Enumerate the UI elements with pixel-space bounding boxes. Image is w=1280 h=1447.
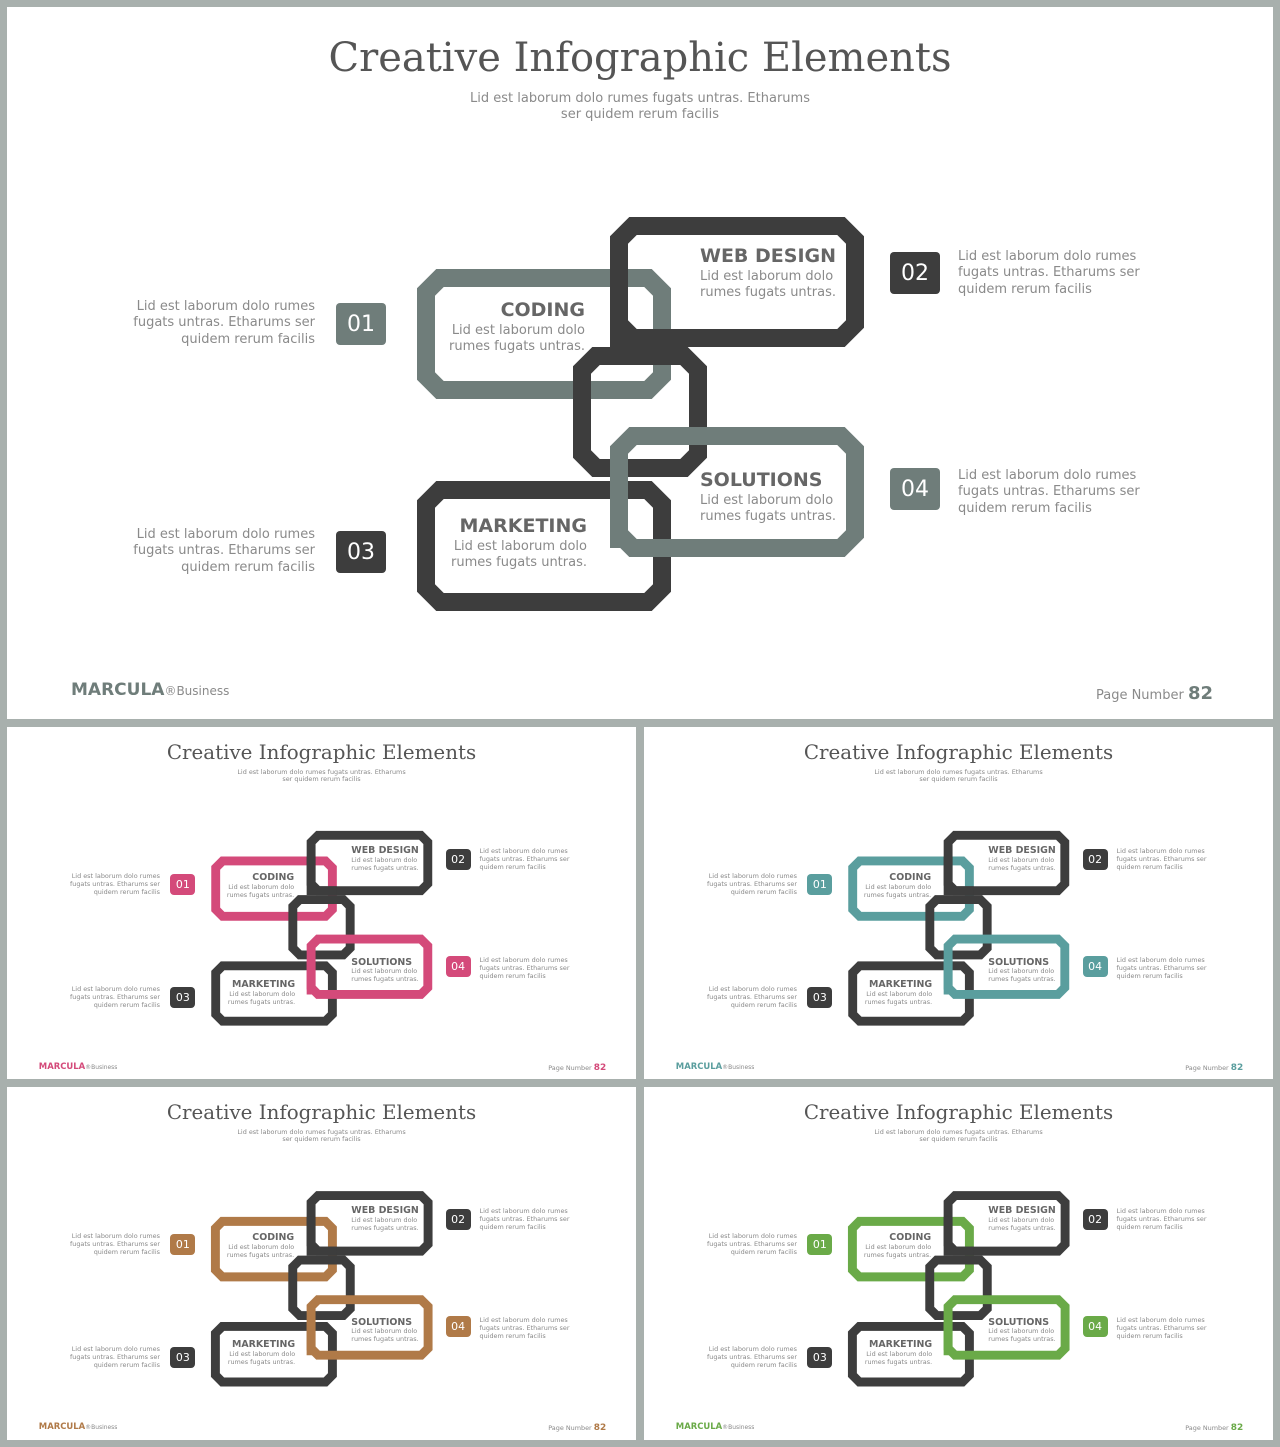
side-description-03: Lid est laborum dolo rumes fugats untras. Etharums ser quidem rerum facilis xyxy=(70,985,160,1010)
side-description-04: Lid est laborum dolo rumes fugats untras. Etharums ser quidem rerum facilis xyxy=(479,956,570,981)
slide-green[interactable] xyxy=(644,1087,1273,1440)
number-badge-02: 02 xyxy=(890,252,940,294)
brand-logo: MARCULA®Business xyxy=(38,1421,118,1432)
subtitle-line: ser quidem rerum facilis xyxy=(282,775,361,784)
slide-title: Creative Infographic Elements xyxy=(166,740,477,764)
page-number: Page Number 82 xyxy=(548,1062,607,1073)
side-description-03: Lid est laborum dolo rumes fugats untras. Etharums ser quidem rerum facilis xyxy=(133,527,315,575)
link-description: Lid est laborum dolo rumes fugats untras. xyxy=(351,967,419,984)
number-badge-02: 02 xyxy=(1083,849,1108,870)
link-description: Lid est laborum dolo rumes fugats untras. xyxy=(226,1243,295,1259)
brand-logo: MARCULA®Business xyxy=(71,680,230,700)
link-description: Lid est laborum dolo rumes fugats untras. xyxy=(863,1243,932,1259)
side-description-03: Lid est laborum dolo rumes fugats untras. Etharums ser quidem rerum facilis xyxy=(707,1345,797,1370)
chain-diagram xyxy=(7,727,636,1079)
link-title-coding: CODING xyxy=(252,872,295,884)
number-badge-03: 03 xyxy=(336,531,386,573)
number-badge-01: 01 xyxy=(336,303,386,345)
slide-title: Creative Infographic Elements xyxy=(803,740,1114,764)
link-title-marketing: MARKETING xyxy=(868,979,933,991)
chain-link-middle xyxy=(582,356,698,468)
brand-logo: MARCULA®Business xyxy=(675,1061,755,1072)
link-description: Lid est laborum dolo rumes fugats untras. xyxy=(988,1216,1056,1232)
subtitle-line: Lid est laborum dolo rumes fugats untras. Etharums xyxy=(874,767,1043,776)
number-badge-02: 02 xyxy=(1083,1209,1108,1230)
link-description: Lid est laborum dolo rumes fugats untras. xyxy=(700,269,836,300)
side-description-04: Lid est laborum dolo rumes fugats untras. Etharums ser quidem rerum facilis xyxy=(958,468,1140,516)
chain-diagram xyxy=(644,1087,1273,1440)
link-description: Lid est laborum dolo rumes fugats untras. xyxy=(351,1327,419,1344)
link-title-coding: CODING xyxy=(500,299,585,321)
chain-diagram xyxy=(7,1087,636,1440)
link-title-solutions: SOLUTIONS xyxy=(988,1316,1050,1328)
subtitle-line: Lid est laborum dolo rumes fugats untras. Etharums xyxy=(874,1127,1043,1136)
side-description-01: Lid est laborum dolo rumes fugats untras. Etharums ser quidem rerum facilis xyxy=(70,872,160,897)
side-description-01: Lid est laborum dolo rumes fugats untras. Etharums ser quidem rerum facilis xyxy=(133,299,315,347)
link-description: Lid est laborum dolo rumes fugats untras. xyxy=(451,539,587,570)
link-description: Lid est laborum dolo rumes fugats untras. xyxy=(988,967,1056,984)
link-title-marketing: MARKETING xyxy=(231,1339,296,1351)
brand-logo: MARCULA®Business xyxy=(675,1421,755,1432)
link-description: Lid est laborum dolo rumes fugats untras. xyxy=(227,990,296,1007)
number-badge-03: 03 xyxy=(807,1347,832,1368)
link-description: Lid est laborum dolo rumes fugats untras. xyxy=(700,493,836,524)
number-badge-04: 04 xyxy=(1083,956,1108,977)
page-number: Page Number 82 xyxy=(1095,683,1213,704)
link-title-solutions: SOLUTIONS xyxy=(700,469,823,491)
chain-link-middle xyxy=(930,900,987,955)
side-description-02: Lid est laborum dolo rumes fugats untras. Etharums ser quidem rerum facilis xyxy=(1116,1207,1207,1232)
number-badge-04: 04 xyxy=(446,1316,471,1337)
subtitle-line: ser quidem rerum facilis xyxy=(919,775,998,784)
chain-link-middle xyxy=(930,1260,988,1316)
link-description: Lid est laborum dolo rumes fugats untras. xyxy=(863,883,932,899)
chain-link-middle xyxy=(293,900,350,955)
link-description: Lid est laborum dolo rumes fugats untras. xyxy=(351,856,419,872)
subtitle-line: Lid est laborum dolo rumes fugats untras. Etharums xyxy=(470,91,810,106)
link-title-web-design: WEB DESIGN xyxy=(351,845,419,857)
link-title-coding: CODING xyxy=(889,872,932,884)
link-title-marketing: MARKETING xyxy=(459,515,587,537)
side-description-03: Lid est laborum dolo rumes fugats untras. Etharums ser quidem rerum facilis xyxy=(707,985,797,1010)
link-title-web-design: WEB DESIGN xyxy=(988,1205,1056,1217)
slide-teal[interactable] xyxy=(644,727,1273,1079)
link-description: Lid est laborum dolo rumes fugats untras. xyxy=(226,883,295,899)
link-title-coding: CODING xyxy=(889,1232,932,1244)
number-badge-02: 02 xyxy=(446,1209,471,1230)
number-badge-01: 01 xyxy=(807,874,832,895)
number-badge-04: 04 xyxy=(1083,1316,1108,1337)
subtitle-line: ser quidem rerum facilis xyxy=(560,106,720,122)
page-number: Page Number 82 xyxy=(548,1422,607,1433)
side-description-04: Lid est laborum dolo rumes fugats untras. Etharums ser quidem rerum facilis xyxy=(479,1316,570,1341)
link-description: Lid est laborum dolo rumes fugats untras. xyxy=(988,1327,1056,1344)
subtitle-line: ser quidem rerum facilis xyxy=(919,1135,998,1144)
brand-logo: MARCULA®Business xyxy=(38,1061,118,1072)
number-badge-04: 04 xyxy=(446,956,471,977)
slide-title: Creative Infographic Elements xyxy=(166,1100,477,1124)
number-badge-03: 03 xyxy=(170,1347,195,1368)
link-description: Lid est laborum dolo rumes fugats untras. xyxy=(227,1350,296,1367)
number-badge-01: 01 xyxy=(170,1234,195,1255)
link-description: Lid est laborum dolo rumes fugats untras. xyxy=(351,1216,419,1232)
number-badge-01: 01 xyxy=(807,1234,832,1255)
side-description-01: Lid est laborum dolo rumes fugats untras. Etharums ser quidem rerum facilis xyxy=(707,1232,797,1257)
link-description: Lid est laborum dolo rumes fugats untras. xyxy=(449,323,585,354)
side-description-04: Lid est laborum dolo rumes fugats untras. Etharums ser quidem rerum facilis xyxy=(1116,956,1207,981)
slide-brown[interactable] xyxy=(7,1087,636,1440)
link-title-marketing: MARKETING xyxy=(231,979,296,991)
side-description-02: Lid est laborum dolo rumes fugats untras. Etharums ser quidem rerum facilis xyxy=(479,1207,570,1232)
link-description: Lid est laborum dolo rumes fugats untras. xyxy=(864,1350,933,1367)
link-description: Lid est laborum dolo rumes fugats untras. xyxy=(864,990,933,1007)
page-number: Page Number 82 xyxy=(1185,1422,1244,1433)
slide-title: Creative Infographic Elements xyxy=(328,35,952,81)
link-title-web-design: WEB DESIGN xyxy=(700,245,837,267)
side-description-02: Lid est laborum dolo rumes fugats untras. Etharums ser quidem rerum facilis xyxy=(479,847,570,872)
side-description-02: Lid est laborum dolo rumes fugats untras. Etharums ser quidem rerum facilis xyxy=(958,249,1140,297)
slide-gray[interactable] xyxy=(7,7,1273,719)
number-badge-04: 04 xyxy=(890,468,940,510)
subtitle-line: Lid est laborum dolo rumes fugats untras. Etharums xyxy=(237,1127,406,1136)
number-badge-03: 03 xyxy=(170,987,195,1008)
link-description: Lid est laborum dolo rumes fugats untras. xyxy=(988,856,1056,872)
number-badge-02: 02 xyxy=(446,849,471,870)
link-title-solutions: SOLUTIONS xyxy=(351,956,413,968)
link-title-coding: CODING xyxy=(252,1232,295,1244)
chain-diagram xyxy=(644,727,1273,1079)
slide-title: Creative Infographic Elements xyxy=(803,1100,1114,1124)
side-description-01: Lid est laborum dolo rumes fugats untras. Etharums ser quidem rerum facilis xyxy=(70,1232,160,1257)
page-number: Page Number 82 xyxy=(1185,1062,1244,1073)
chain-diagram xyxy=(7,7,1273,719)
link-title-web-design: WEB DESIGN xyxy=(988,845,1056,857)
side-description-02: Lid est laborum dolo rumes fugats untras. Etharums ser quidem rerum facilis xyxy=(1116,847,1207,872)
side-description-03: Lid est laborum dolo rumes fugats untras. Etharums ser quidem rerum facilis xyxy=(70,1345,160,1370)
subtitle-line: Lid est laborum dolo rumes fugats untras. Etharums xyxy=(237,767,406,776)
side-description-04: Lid est laborum dolo rumes fugats untras. Etharums ser quidem rerum facilis xyxy=(1116,1316,1207,1341)
link-title-solutions: SOLUTIONS xyxy=(988,956,1050,968)
chain-link-middle xyxy=(293,1260,351,1316)
subtitle-line: ser quidem rerum facilis xyxy=(282,1135,361,1144)
number-badge-01: 01 xyxy=(170,874,195,895)
link-title-web-design: WEB DESIGN xyxy=(351,1205,419,1217)
link-title-solutions: SOLUTIONS xyxy=(351,1316,413,1328)
side-description-01: Lid est laborum dolo rumes fugats untras. Etharums ser quidem rerum facilis xyxy=(707,872,797,897)
number-badge-03: 03 xyxy=(807,987,832,1008)
link-title-marketing: MARKETING xyxy=(868,1339,933,1351)
slide-pink[interactable] xyxy=(7,727,636,1079)
